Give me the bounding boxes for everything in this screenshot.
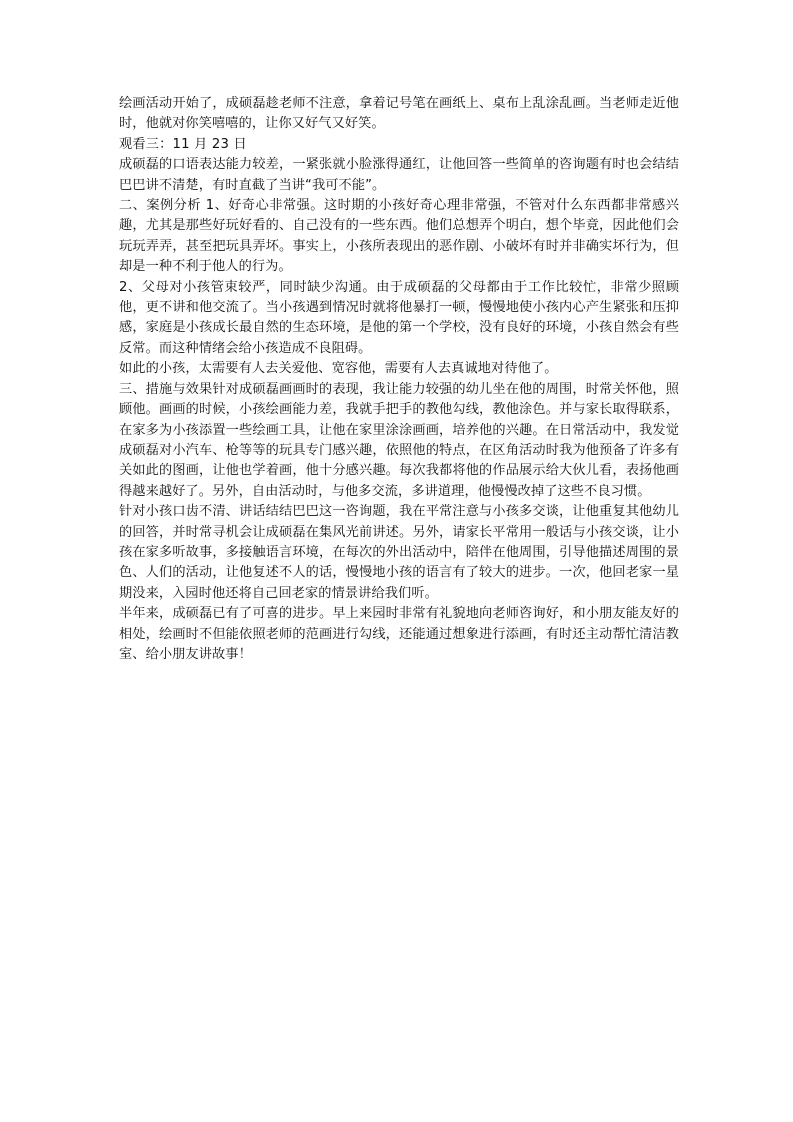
paragraph-speech-measures: 针对小孩口齿不清、讲话结结巴巴这一咨询题，我在平常注意与小孩多交谈，让他重复其他幼儿的回答，并时常寻机会让成硕磊在集风光前讲述。另外，请家长平常用一般话与小孩交谈，让小孩在家多听故事，多接触语言环境，在每次的外出活动中，陪伴在他周围，引导他描述周围的景色、人们的活动，让他复述不人的话，慢慢地小孩的语言有了较大的进步。一次，他回老家一星期没来，入园时他还将自己回老家的情景讲给我们听。 <box>119 504 679 601</box>
paragraph-drawing-activity: 绘画活动开始了，成硕磊趁老师不注意，拿着记号笔在画纸上、桌布上乱涂乱画。当老师走近他时，他就对你笑嘻嘻的，让你又好气又好笑。 <box>119 96 679 132</box>
paragraph-need-care: 如此的小孩，太需要有人去关爱他、宽容他，需要有人去真诚地对待他了。 <box>119 361 558 377</box>
paragraph-case-analysis-curiosity: 二、案例分析 1、好奇心非常强。这时期的小孩好奇心理非常强，不管对什么东西都非常感兴趣，尤其是那些好玩好看的、自己没有的一些东西。他们总想弄个明白，想个毕竟，因此他们会玩玩弄弄，甚至把玩具弄坏。事实上，小孩所表现出的恶作剧、小破坏有时并非确实坏行为，但却是一种不利于他人的行为。 <box>119 198 679 275</box>
paragraph-parent-discipline: 2、父母对小孩管束较严，同时缺少沟通。由于成硕磊的父母都由于工作比较忙，非常少照顾他，更不讲和他交流了。当小孩遇到情况时就将他暴打一顿，慢慢地使小孩内心产生紧张和压抑感，家庭是小孩成长最自然的生态环境，是他的第一个学校，没有良好的环境，小孩自然会有些反常。而这种情绪会给小孩造成不良阻碍。 <box>119 279 679 356</box>
observation-three-heading: 观看三：11 月 23 日 <box>119 136 247 152</box>
document-body <box>119 94 679 665</box>
paragraph-oral-expression: 成硕磊的口语表达能力较差，一紧张就小脸涨得通红，让他回答一些简单的咨询题有时也会结结巴巴讲不清楚，有时直截了当讲“我可不能”。 <box>119 157 679 193</box>
paragraph-half-year-progress: 半年来，成硕磊已有了可喜的进步。早上来园时非常有礼貌地向老师咨询好，和小朋友能友好的相处，绘画时不但能依照老师的范画进行勾线，还能通过想象进行添画，有时还主动帮忙清洁教室、给小朋友讲故事！ <box>119 606 679 662</box>
paragraph-measures-effects: 三、措施与效果针对成硕磊画画时的表现，我让能力较强的幼儿坐在他的周围，时常关怀他，照顾他。画画的时候，小孩绘画能力差，我就手把手的教他勾线，教他涂色。并与家长取得联系，在家多为小孩添置一些绘画工具，让他在家里涂涂画画，培养他的兴趣。在日常活动中，我发觉成硕磊对小汽车、枪等等的玩具专门感兴趣，依照他的特点，在区角活动时我为他预备了许多有关如此的图画，让他也学着画，他十分感兴趣。每次我都将他的作品展示给大伙儿看，表扬他画得越来越好了。另外，自由活动时，与他多交流，多讲道理，他慢慢改掉了这些不良习惯。 <box>119 381 679 499</box>
